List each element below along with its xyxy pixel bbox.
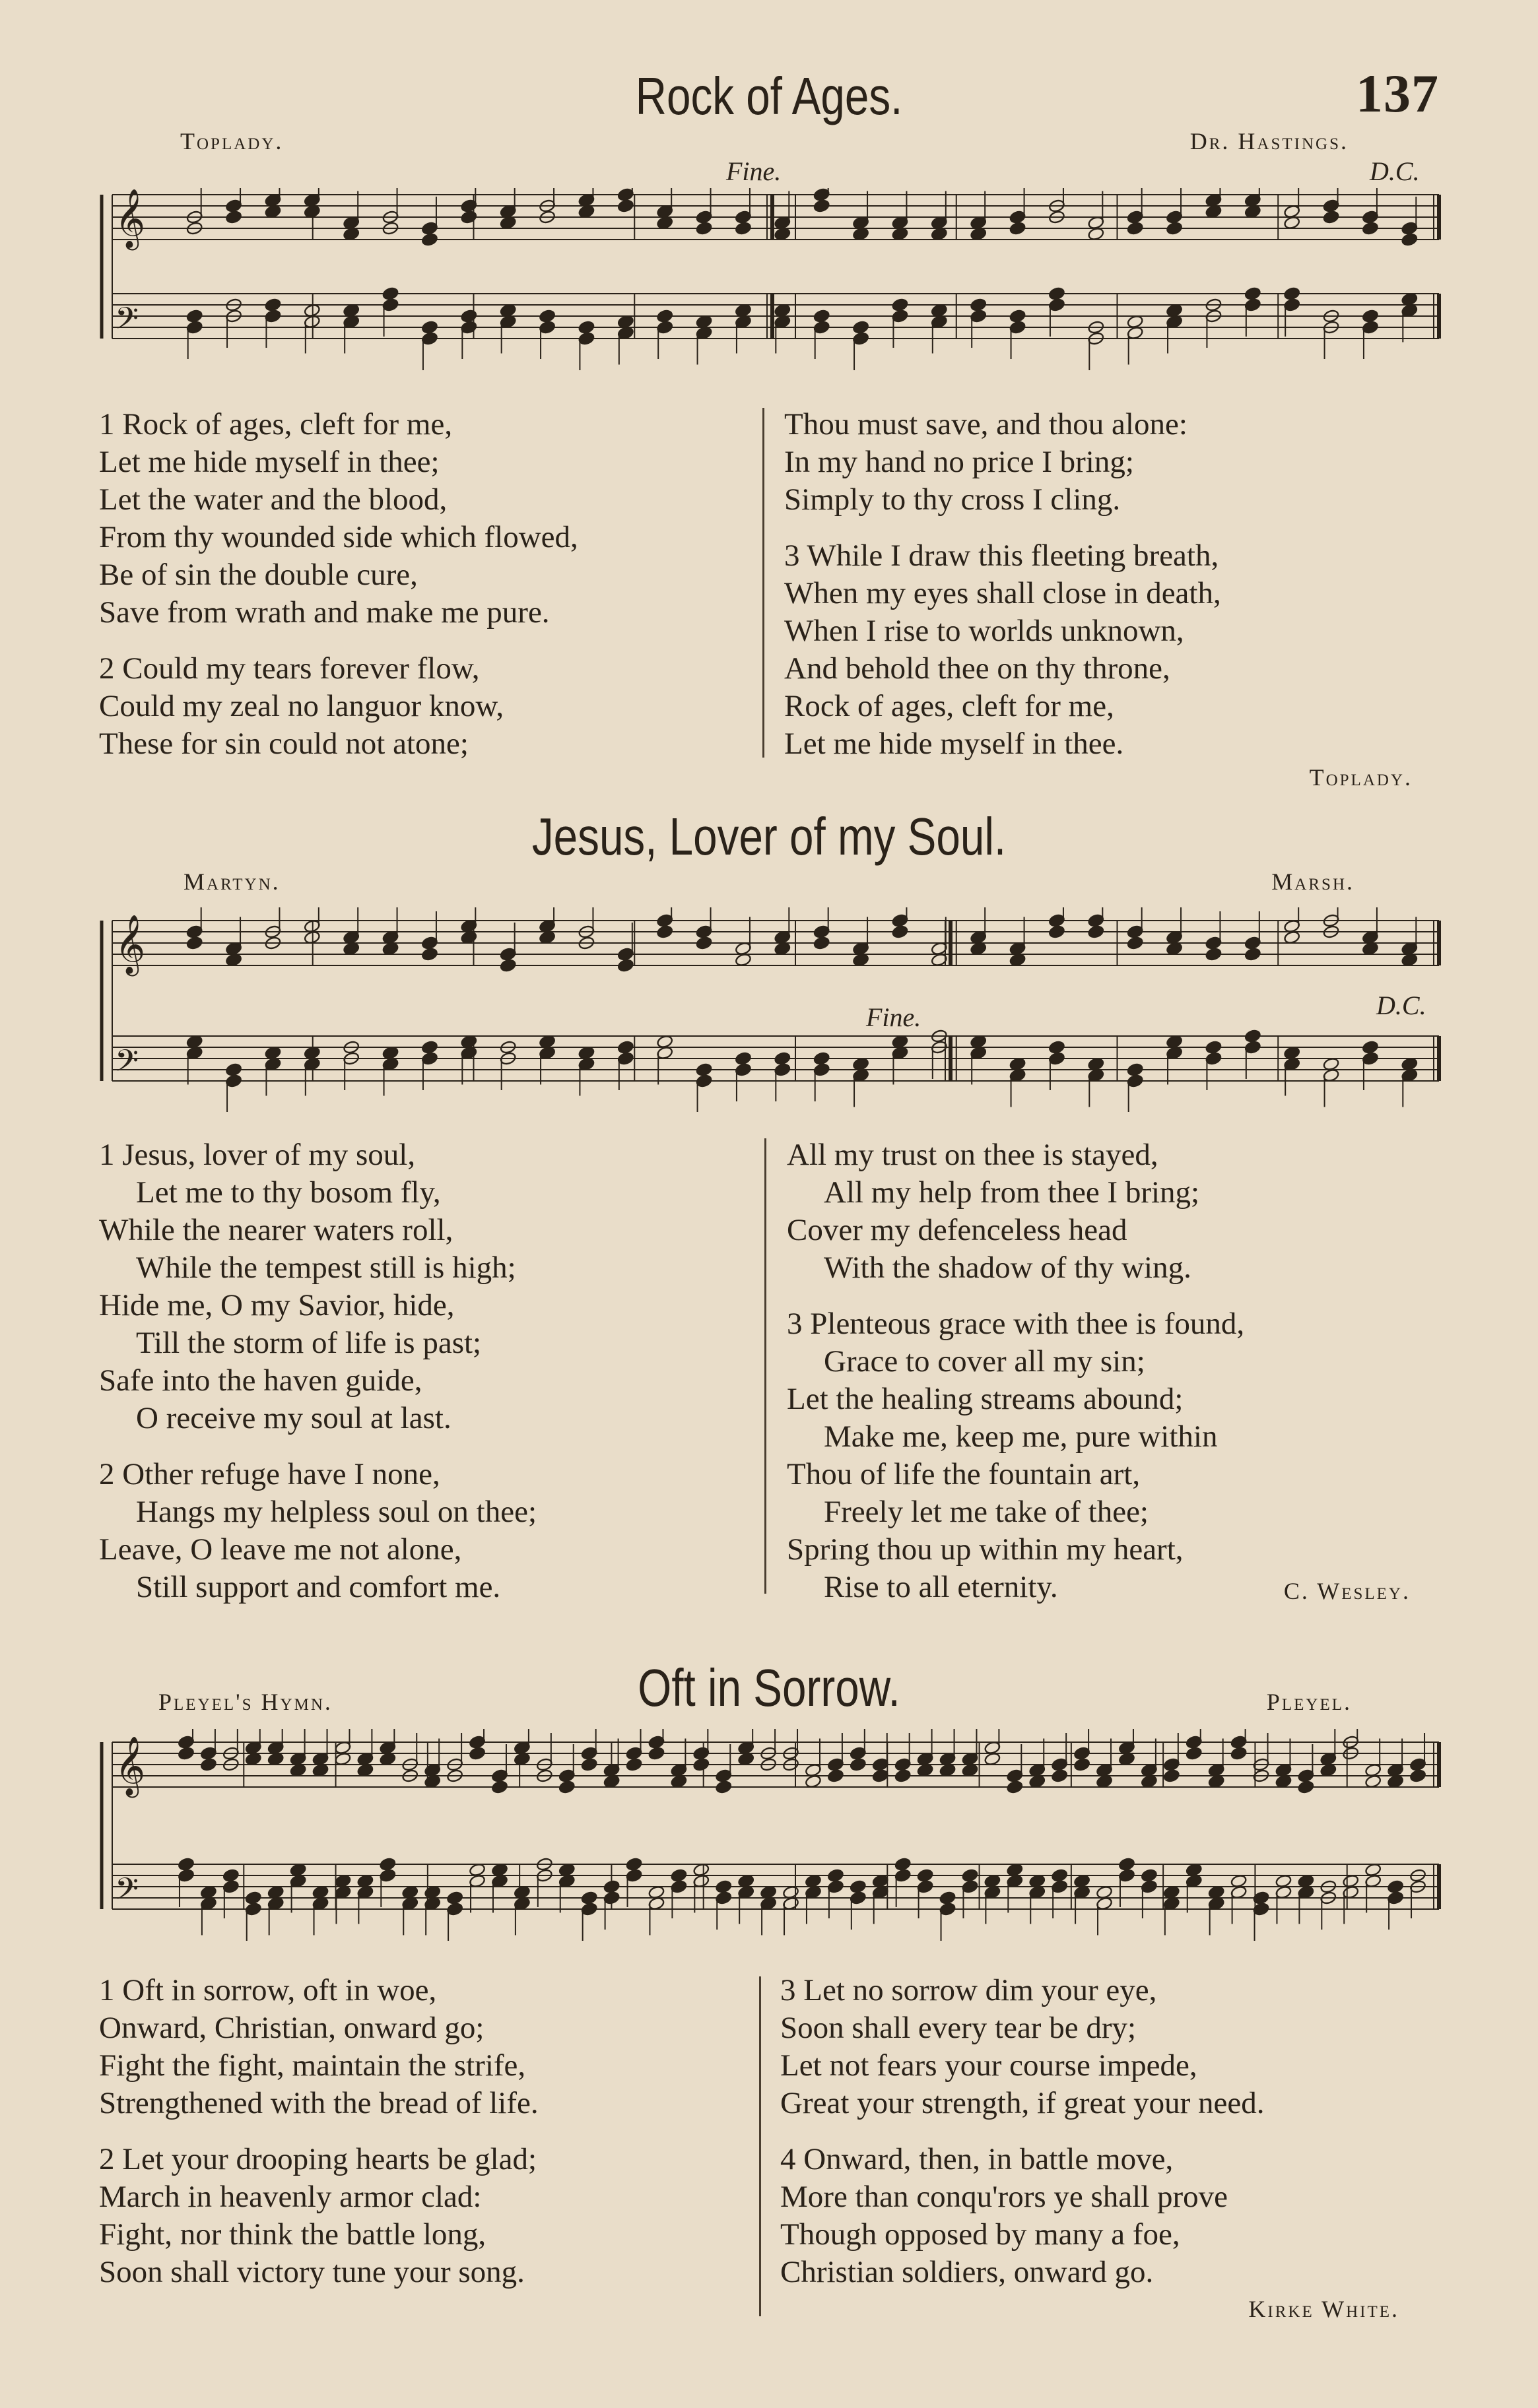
stanza: 3 While I draw this fleeting breath, When my eyes shall close in death, When I rise to worlds unknown, And behold thee on thy throne, Rock of ages, cleft for me, Let me hide myself in thee. <box>784 538 1221 761</box>
note-head <box>735 1051 752 1066</box>
note-head <box>1118 1857 1135 1871</box>
note-head <box>892 298 909 312</box>
note-head <box>917 1868 934 1883</box>
note-head <box>1051 1769 1068 1783</box>
note-head <box>178 1746 195 1761</box>
note-head <box>186 936 203 950</box>
note-head <box>581 1757 598 1772</box>
note-head <box>491 1780 508 1794</box>
note-head <box>421 320 438 335</box>
note-head <box>382 286 399 301</box>
note-head <box>827 1868 844 1883</box>
treble-clef-icon: 𝄞 <box>115 189 146 248</box>
note-head <box>1387 1879 1404 1894</box>
note-head <box>1073 1757 1090 1772</box>
note-head <box>939 1891 956 1905</box>
stanza: 3 Plenteous grace with thee is found, Grace to cover all my sin; Let the healing streams abound; Make me, keep me, pure within Thou of life the fountain art, Freely let me take of thee; Spring thou up within my heart, Rise to all eternity. <box>787 1307 1245 1604</box>
note-head <box>1087 925 1104 939</box>
note-head <box>1006 1780 1023 1794</box>
note-head <box>1244 947 1261 961</box>
note-head <box>1205 947 1222 961</box>
verses-left-jesus-lover <box>99 1136 759 1625</box>
dc-marker: D.C. <box>1376 991 1426 1020</box>
treble-staff <box>112 188 1439 251</box>
note-head <box>581 1891 598 1905</box>
treble-staff <box>112 1729 1439 1798</box>
note-head <box>1362 309 1379 323</box>
note-head <box>460 309 477 323</box>
note-head <box>1166 221 1183 236</box>
note-head <box>715 1879 732 1894</box>
treble-clef-icon: 𝄞 <box>115 915 146 974</box>
fine-marker: Fine. <box>726 156 782 186</box>
verses-right-jesus-lover <box>787 1136 1447 1625</box>
note-head <box>850 1757 867 1772</box>
verses-right-oft-in-sorrow <box>780 1972 1440 2310</box>
note-head <box>603 1879 620 1894</box>
note-head <box>852 320 869 335</box>
note-head <box>1205 1040 1222 1055</box>
composer-name: Marsh. <box>1271 868 1354 895</box>
note-head <box>1048 925 1065 939</box>
note-head <box>245 1891 262 1905</box>
note-head <box>1244 286 1261 301</box>
note-head <box>735 221 752 236</box>
stanza: 1 Rock of ages, cleft for me, Let me hide myself in thee; Let the water and the blood, From thy wounded side which flowed, Be of sin the double cure, Save from wrath and make me pure. <box>99 407 578 630</box>
stanza: 1 Oft in sorrow, oft in woe, Onward, Christian, onward go; Fight the fight, maintain the strife, Strengthened with the bread of life. <box>99 1973 539 2120</box>
note-head <box>500 958 517 973</box>
note-head <box>715 1780 732 1794</box>
bass-clef-icon: 𝄢 <box>115 301 139 344</box>
bass-staff <box>112 1029 1439 1112</box>
note-head <box>1048 1040 1065 1055</box>
note-head <box>1048 286 1065 301</box>
stanza: 1 Jesus, lover of my soul, Let me to thy bosom fly, While the nearer waters roll, While the tempest still is high; Hide me, O my Savior, hide, Till the storm of life is past; Safe into the haven guide, O receive my soul at last. <box>99 1138 516 1435</box>
note-head <box>469 1746 486 1761</box>
music-score-rock-of-ages <box>99 188 1442 379</box>
author-credit: C. Wesley. <box>1283 1578 1411 1604</box>
composer-name: Pleyel. <box>1266 1689 1352 1715</box>
note-head <box>1186 1746 1203 1761</box>
note-head <box>186 309 203 323</box>
stanza: Thou must save, and thou alone: In my hand no price I bring; Simply to thy cross I cling. <box>784 407 1187 517</box>
note-head <box>774 1051 791 1066</box>
note-head <box>200 1757 217 1772</box>
hymn-title-rock-of-ages: Rock of Ages. <box>635 67 903 125</box>
note-head <box>962 1868 979 1883</box>
stanza: 2 Let your drooping hearts be glad; March in heavenly armor clad: Fight, nor think the battle long, Soon shall victory tune your song. <box>99 2142 537 2289</box>
note-head <box>225 210 242 224</box>
column-divider <box>764 1138 766 1594</box>
note-head <box>894 1769 912 1783</box>
bass-staff <box>112 1857 1439 1941</box>
note-head <box>1141 1868 1158 1883</box>
hymn-title-jesus-lover: Jesus, Lover of my Soul. <box>531 807 1007 866</box>
bass-clef-icon: 𝄢 <box>115 1871 139 1914</box>
note-head <box>892 925 909 939</box>
page-number: 137 <box>1356 63 1439 123</box>
stanza: 3 Let no sorrow dim your eye, Soon shall every tear be dry; Let not fears your course impede, Great your strength, if great your need. <box>780 1973 1265 2120</box>
hymn-title-oft-in-sorrow: Oft in Sorrow. <box>638 1658 900 1717</box>
author-credit: Toplady. <box>1309 764 1413 791</box>
note-head <box>872 1769 889 1783</box>
treble-clef-icon: 𝄞 <box>115 1736 146 1796</box>
note-head <box>1163 1769 1180 1783</box>
note-head <box>1127 221 1144 236</box>
note-head <box>827 1769 844 1783</box>
note-head <box>670 1868 687 1883</box>
tune-name: Martyn. <box>184 868 281 895</box>
stanza: 2 Could my tears forever flow, Could my zeal no languor know, These for sin could not atone; <box>99 651 504 761</box>
note-head <box>617 1040 634 1055</box>
note-head <box>1009 309 1026 323</box>
note-head <box>1127 936 1144 950</box>
note-head <box>1297 1780 1314 1794</box>
verses-right-rock-of-ages <box>784 406 1444 781</box>
note-head <box>648 1746 665 1761</box>
note-head <box>626 1757 643 1772</box>
note-head <box>379 1857 396 1871</box>
note-head <box>1244 1029 1261 1043</box>
tune-name: Toplady. <box>180 128 284 154</box>
note-head <box>813 1051 830 1066</box>
note-head <box>1051 1868 1068 1883</box>
note-head <box>626 1857 643 1871</box>
note-head <box>558 1780 576 1794</box>
verses-left-oft-in-sorrow <box>99 1972 759 2310</box>
stanza: 4 Onward, then, in battle move, More than conqu'rors ye shall prove Though opposed by many a foe, Christian soldiers, onward go. <box>780 2142 1228 2289</box>
note-head <box>222 1868 240 1883</box>
stanza: 2 Other refuge have I none, Hangs my helpless soul on thee; Leave, O leave me not alone, Still support and comfort me. <box>99 1457 537 1604</box>
music-score-jesus-lover <box>99 907 1442 1112</box>
note-head <box>578 320 595 335</box>
column-divider <box>762 408 764 758</box>
note-head <box>539 309 556 323</box>
note-head <box>178 1857 195 1871</box>
note-head <box>421 232 438 247</box>
note-head <box>1409 1769 1426 1783</box>
note-head <box>421 947 438 961</box>
note-head <box>617 958 634 973</box>
note-head <box>421 1040 438 1055</box>
note-head <box>1283 286 1300 301</box>
note-head <box>813 199 830 213</box>
note-head <box>696 1062 713 1077</box>
stanza: All my trust on thee is stayed, All my help from thee I bring; Cover my defenceless head With the shadow of thy wing. <box>787 1138 1200 1285</box>
dc-marker: D.C. <box>1370 156 1420 186</box>
note-head <box>1230 1746 1248 1761</box>
note-head <box>696 221 713 236</box>
note-head <box>1401 232 1418 247</box>
note-head <box>894 1857 912 1871</box>
note-head <box>1362 1040 1379 1055</box>
tune-name: Pleyel's Hymn. <box>158 1689 333 1715</box>
music-score-oft-in-sorrow <box>99 1729 1442 1947</box>
author-credit: Kirke White. <box>1248 2296 1399 2322</box>
note-head <box>1362 221 1379 236</box>
note-head <box>970 298 987 312</box>
note-head <box>617 199 634 213</box>
note-head <box>1127 1062 1144 1077</box>
verses-left-rock-of-ages <box>99 406 759 781</box>
note-head <box>850 1879 867 1894</box>
note-head <box>696 936 713 950</box>
note-head <box>656 309 673 323</box>
treble-staff <box>112 907 1439 977</box>
bass-staff <box>112 286 1439 370</box>
note-head <box>1323 210 1340 224</box>
note-head <box>692 1757 710 1772</box>
fine-marker: Fine. <box>866 1002 921 1032</box>
note-head <box>460 210 477 224</box>
note-head <box>265 298 282 312</box>
column-divider <box>759 1976 761 2316</box>
note-head <box>1009 221 1026 236</box>
note-head <box>656 925 673 939</box>
composer-name: Dr. Hastings. <box>1189 128 1349 154</box>
note-head <box>446 1891 463 1905</box>
note-head <box>225 1062 242 1077</box>
note-head <box>813 309 830 323</box>
bass-clef-icon: 𝄢 <box>115 1043 139 1086</box>
note-head <box>813 936 830 950</box>
